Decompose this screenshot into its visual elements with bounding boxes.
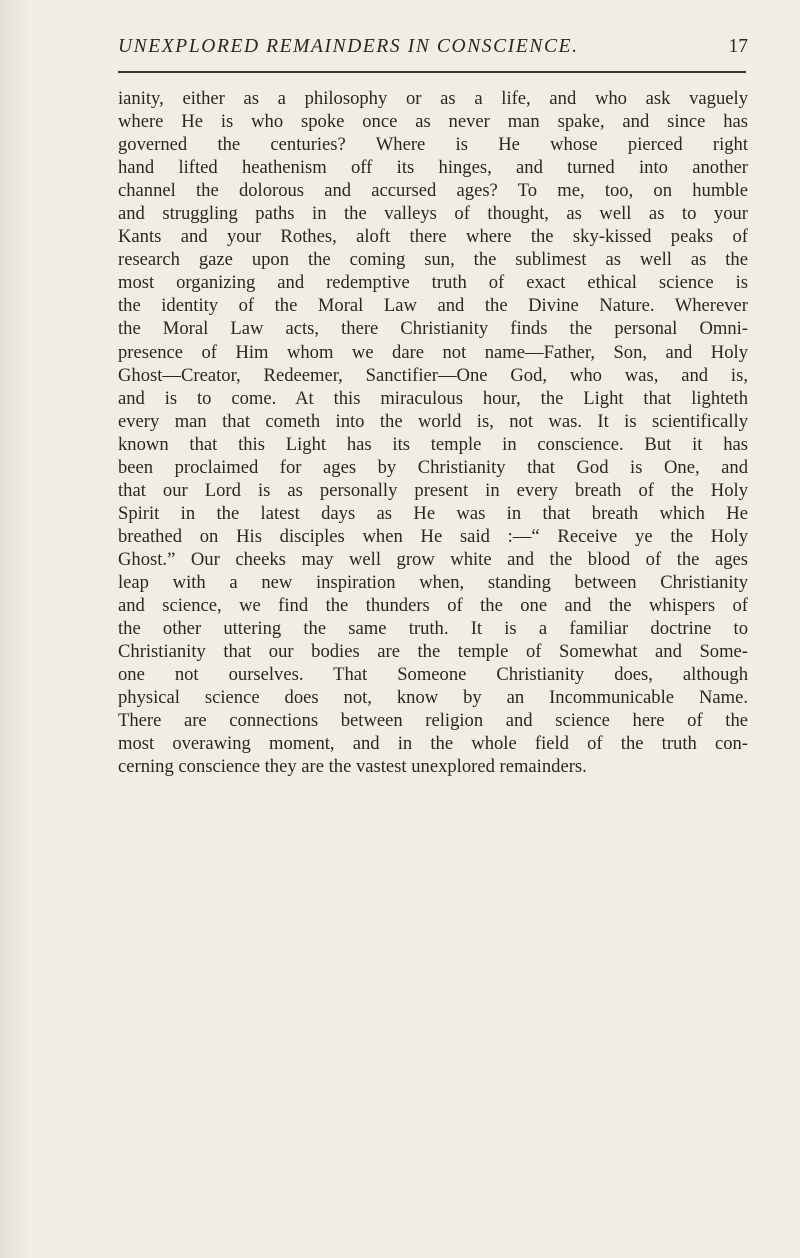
text-line: physical science does not, know by an Incommunicable Name. xyxy=(118,687,748,709)
header-rule xyxy=(118,71,746,73)
text-line: known that this Light has its temple in conscience. But it has xyxy=(118,433,748,455)
page-number: 17 xyxy=(728,36,748,57)
text-line: where He is who spoke once as never man spake, and since has xyxy=(118,111,748,133)
running-title: UNEXPLORED REMAINDERS IN CONSCIENCE. xyxy=(118,36,579,57)
text-line: channel the dolorous and accursed ages? To me, too, on humble xyxy=(118,180,748,202)
running-head xyxy=(118,36,748,62)
text-line: Spirit in the latest days as He was in that breath which He xyxy=(118,502,748,524)
text-line: cerning conscience they are the vastest unexplored remainders. xyxy=(118,756,587,778)
text-line: leap with a new inspiration when, standing between Christianity xyxy=(118,571,748,593)
text-line: one not ourselves. That Someone Christianity does, although xyxy=(118,664,748,686)
text-line: Ghost—Creator, Redeemer, Sanctifier—One God, who was, and is, xyxy=(118,364,748,386)
text-line: ianity, either as a philosophy or as a life, and who ask vaguely xyxy=(118,88,748,109)
text-line: Christianity that our bodies are the temple of Somewhat and Some- xyxy=(118,641,748,663)
text-line: governed the centuries? Where is He whose pierced right xyxy=(118,134,748,156)
text-line: breathed on His disciples when He said :—“ Receive ye the Holy xyxy=(118,525,748,547)
text-line: that our Lord is as personally present in every breath of the Holy xyxy=(118,479,748,501)
text-line: and struggling paths in the valleys of thought, as well as to your xyxy=(118,203,748,225)
text-line: every man that cometh into the world is, not was. It is scientifically xyxy=(118,410,748,432)
text-line: most organizing and redemptive truth of exact ethical science is xyxy=(118,272,748,294)
text-line: the Moral Law acts, there Christianity finds the personal Omni- xyxy=(118,318,748,340)
text-line: Kants and your Rothes, aloft there where the sky-kissed peaks of xyxy=(118,226,748,248)
page-gutter-shadow xyxy=(0,0,30,1258)
text-line: and science, we find the thunders of the one and the whispers of xyxy=(118,595,748,617)
text-line: presence of Him whom we dare not name—Father, Son, and Holy xyxy=(118,341,748,363)
text-line: and is to come. At this miraculous hour, the Light that lighteth xyxy=(118,387,748,409)
text-line: research gaze upon the coming sun, the sublimest as well as the xyxy=(118,249,748,271)
text-line: most overawing moment, and in the whole field of the truth con- xyxy=(118,733,748,755)
body-paragraph xyxy=(118,87,748,778)
text-line: Ghost.” Our cheeks may well grow white and the blood of the ages xyxy=(118,548,748,570)
text-line: the identity of the Moral Law and the Divine Nature. Wherever xyxy=(118,295,748,317)
text-line: hand lifted heathenism off its hinges, and turned into another xyxy=(118,157,748,179)
text-line: the other uttering the same truth. It is a familiar doctrine to xyxy=(118,618,748,640)
text-line: There are connections between religion and science here of the xyxy=(118,710,748,732)
text-line: been proclaimed for ages by Christianity that God is One, and xyxy=(118,456,748,478)
